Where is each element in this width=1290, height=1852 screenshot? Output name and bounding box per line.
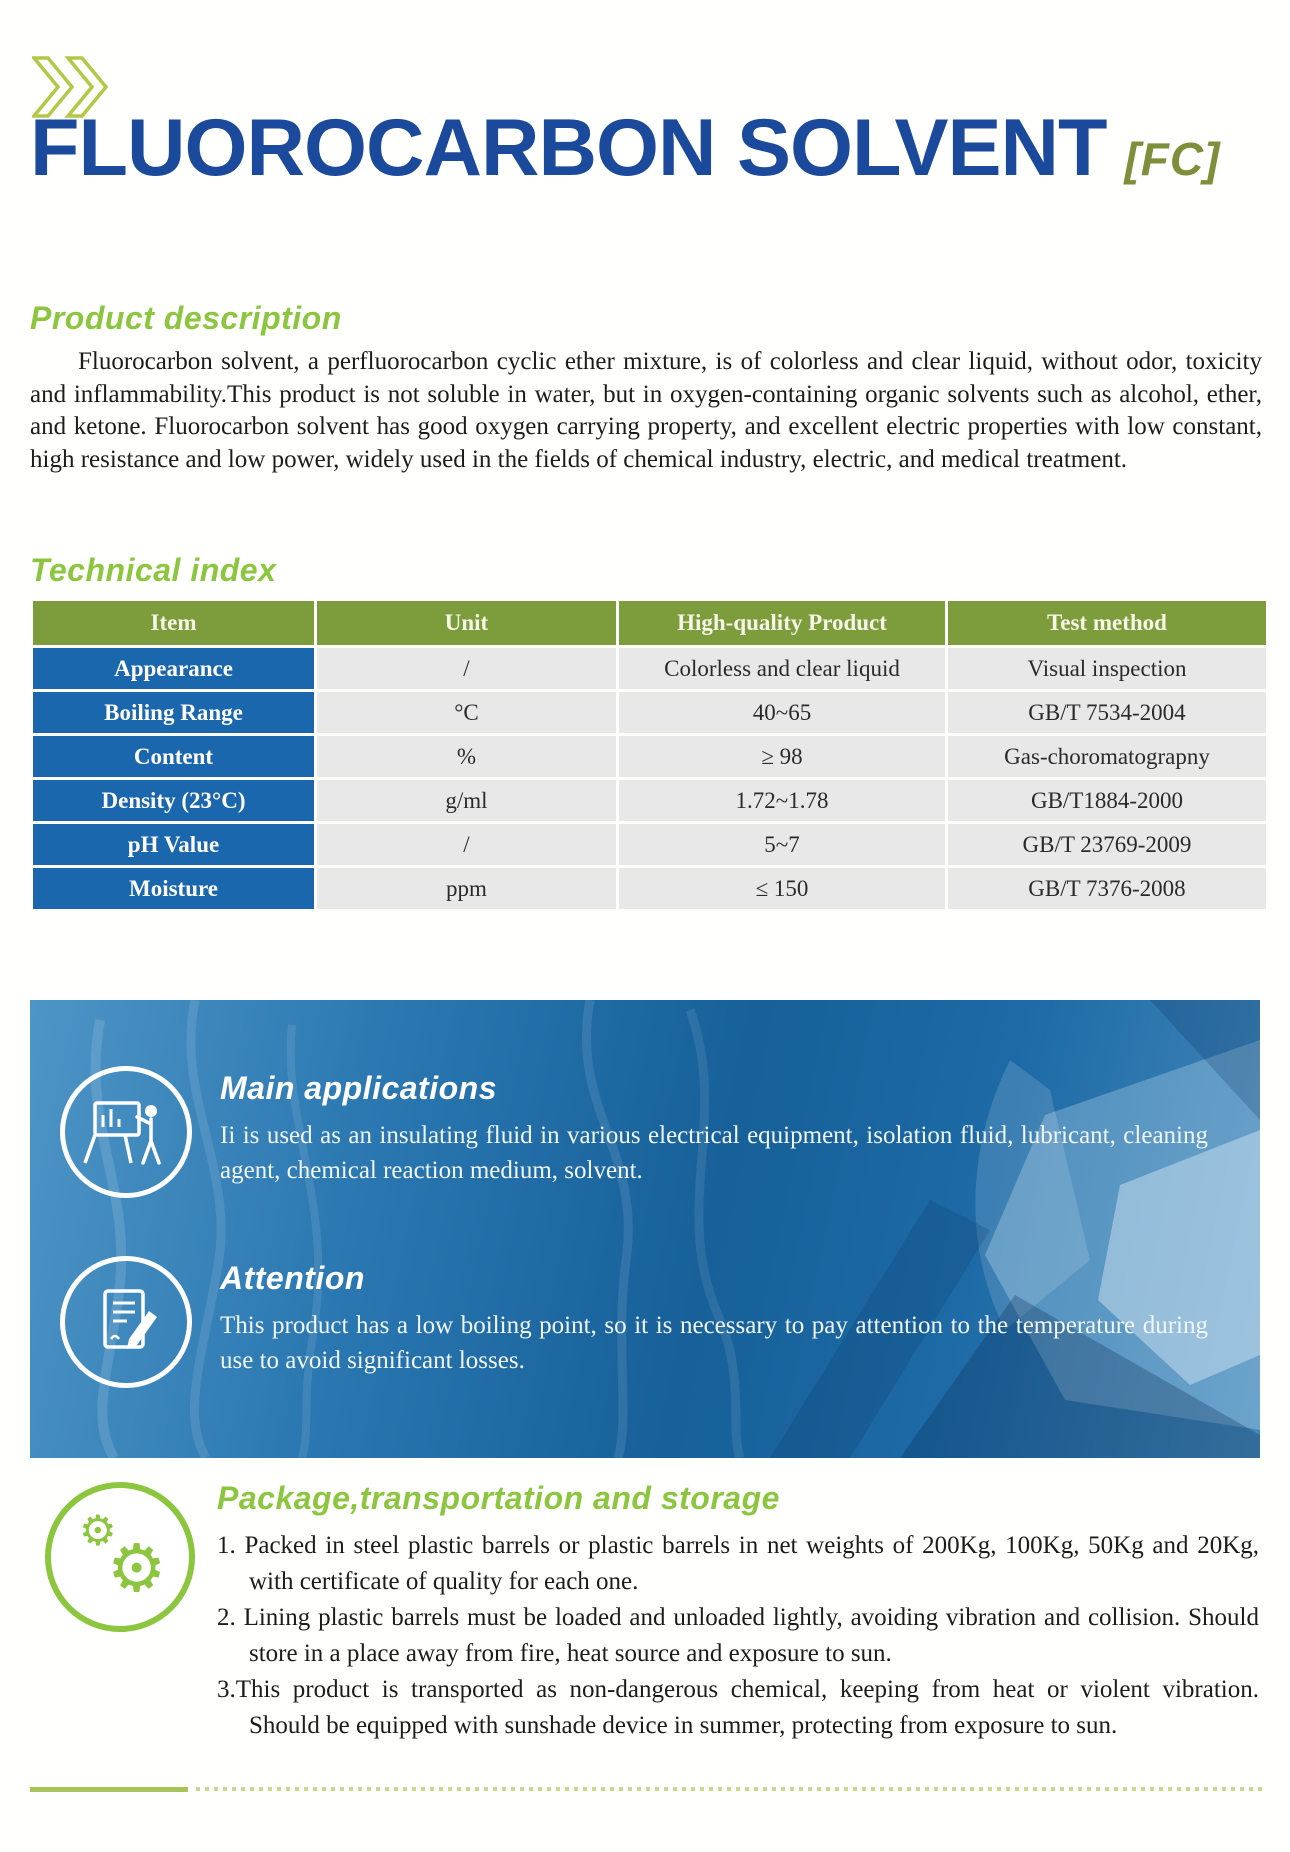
table-row xyxy=(33,780,1266,821)
column-header-2: High-quality Product xyxy=(619,601,945,645)
value-cell: GB/T 7534-2004 xyxy=(948,692,1266,733)
applications-panel xyxy=(30,1000,1260,1458)
value-cell: / xyxy=(317,648,616,689)
package-list-item: 3.This product is transported as non-dangerous chemical, keeping from heat or violent vibration. Should be equipped with sunshade device in summer, protecting from exposure to sun. xyxy=(217,1676,1259,1739)
value-cell: / xyxy=(317,824,616,865)
item-cell: Moisture xyxy=(33,868,314,909)
gears-icon xyxy=(45,1482,195,1632)
value-cell: ppm xyxy=(317,868,616,909)
package-section xyxy=(45,1482,1259,1744)
table-row xyxy=(33,868,1266,909)
table-row xyxy=(33,824,1266,865)
value-cell: GB/T 23769-2009 xyxy=(948,824,1266,865)
value-cell: ≤ 150 xyxy=(619,868,945,909)
item-cell: Appearance xyxy=(33,648,314,689)
attention-block xyxy=(60,1256,1208,1388)
presentation-icon xyxy=(60,1066,192,1198)
column-header-0: Item xyxy=(33,601,314,645)
table-row xyxy=(33,648,1266,689)
main-applications-heading: Main applications xyxy=(220,1070,497,1106)
table-header-row xyxy=(33,601,1266,645)
footer-divider xyxy=(30,1786,1262,1792)
page-title: FLUOROCARBON SOLVENT xyxy=(30,103,1107,193)
value-cell: 1.72~1.78 xyxy=(619,780,945,821)
main-applications-text: Ii is used as an insulating fluid in various electrical equipment, isolation fluid, lubricant, cleaning agent, chemical reaction medium, solvent. xyxy=(220,1122,1208,1184)
divider-solid-segment xyxy=(30,1787,188,1792)
item-cell: Boiling Range xyxy=(33,692,314,733)
column-header-1: Unit xyxy=(317,601,616,645)
divider-dotted-segment xyxy=(196,1787,1262,1791)
large-gear-icon: ⚙ xyxy=(107,1530,167,1607)
attention-text: This product has a low boiling point, so it is necessary to pay attention to the temperature during use to avoid significant losses. xyxy=(220,1312,1208,1374)
small-gear-icon: ⚙ xyxy=(79,1506,117,1555)
value-cell: 5~7 xyxy=(619,824,945,865)
item-cell: Density (23°C) xyxy=(33,780,314,821)
page-title-suffix: [FC] xyxy=(1124,133,1221,185)
value-cell: Visual inspection xyxy=(948,648,1266,689)
table-row xyxy=(33,692,1266,733)
package-list-item: 2. Lining plastic barrels must be loaded and unloaded lightly, avoiding vibration and collision. Should store in a place away from fire, heat source and exposure to sun. xyxy=(217,1604,1259,1667)
product-description-text: Fluorocarbon solvent, a perfluorocarbon cyclic ether mixture, is of colorless and clear liquid, without odor, toxicity and inflammability.This product is not soluble in water, but in oxygen-containing organic solvents such as alcohol, ether, and ketone. Fluorocarbon solvent has good oxygen carrying property, and excellent electric properties with low constant, high resistance and low power, widely used in the fields of chemical industry, electric, and medical treatment. xyxy=(30,348,1262,473)
value-cell: % xyxy=(317,736,616,777)
column-header-3: Test method xyxy=(948,601,1266,645)
value-cell: GB/T 7376-2008 xyxy=(948,868,1266,909)
package-list xyxy=(217,1528,1259,1744)
item-cell: pH Value xyxy=(33,824,314,865)
product-description-heading: Product description xyxy=(30,300,342,336)
value-cell: °C xyxy=(317,692,616,733)
attention-heading: Attention xyxy=(220,1260,365,1296)
value-cell: 40~65 xyxy=(619,692,945,733)
value-cell: ≥ 98 xyxy=(619,736,945,777)
table-row xyxy=(33,736,1266,777)
technical-index-heading: Technical index xyxy=(30,552,277,588)
package-list-item: 1. Packed in steel plastic barrels or plastic barrels in net weights of 200Kg, 100Kg, 50Kg and 20Kg, with certificate of quality for each one. xyxy=(217,1532,1259,1595)
value-cell: g/ml xyxy=(317,780,616,821)
value-cell: Gas-choromatograpny xyxy=(948,736,1266,777)
value-cell: Colorless and clear liquid xyxy=(619,648,945,689)
package-heading: Package,transportation and storage xyxy=(217,1480,780,1516)
item-cell: Content xyxy=(33,736,314,777)
document-pencil-icon xyxy=(60,1256,192,1388)
value-cell: GB/T1884-2000 xyxy=(948,780,1266,821)
main-applications-block xyxy=(60,1066,1208,1198)
technical-index-table xyxy=(30,598,1269,912)
